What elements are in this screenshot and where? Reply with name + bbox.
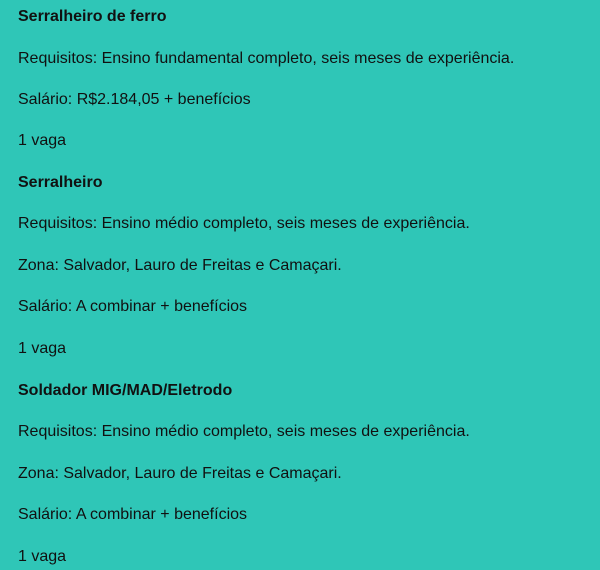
job-salary: Salário: R$2.184,05 + benefícios — [18, 91, 251, 108]
job-salary: Salário: A combinar + benefícios — [18, 506, 248, 523]
job-requirements: Requisitos: Ensino médio completo, seis meses de experiência. — [18, 423, 470, 440]
job-requirements: Requisitos: Ensino médio completo, seis meses de experiência. — [18, 215, 470, 232]
job-openings: 1 vaga — [18, 340, 67, 357]
job-openings: 1 vaga — [18, 548, 67, 565]
job-zone: Zona: Salvador, Lauro de Freitas e Camaçari. — [18, 257, 342, 274]
job-title-serralheiro-de-ferro: Serralheiro de ferro — [18, 8, 167, 25]
job-zone: Zona: Salvador, Lauro de Freitas e Camaçari. — [18, 465, 342, 482]
job-openings: 1 vaga — [18, 132, 67, 149]
job-salary: Salário: A combinar + benefícios — [18, 298, 248, 315]
job-title-serralheiro: Serralheiro — [18, 174, 103, 191]
job-requirements: Requisitos: Ensino fundamental completo, seis meses de experiência. — [18, 50, 515, 67]
job-title-soldador: Soldador MIG/MAD/Eletrodo — [18, 382, 233, 399]
